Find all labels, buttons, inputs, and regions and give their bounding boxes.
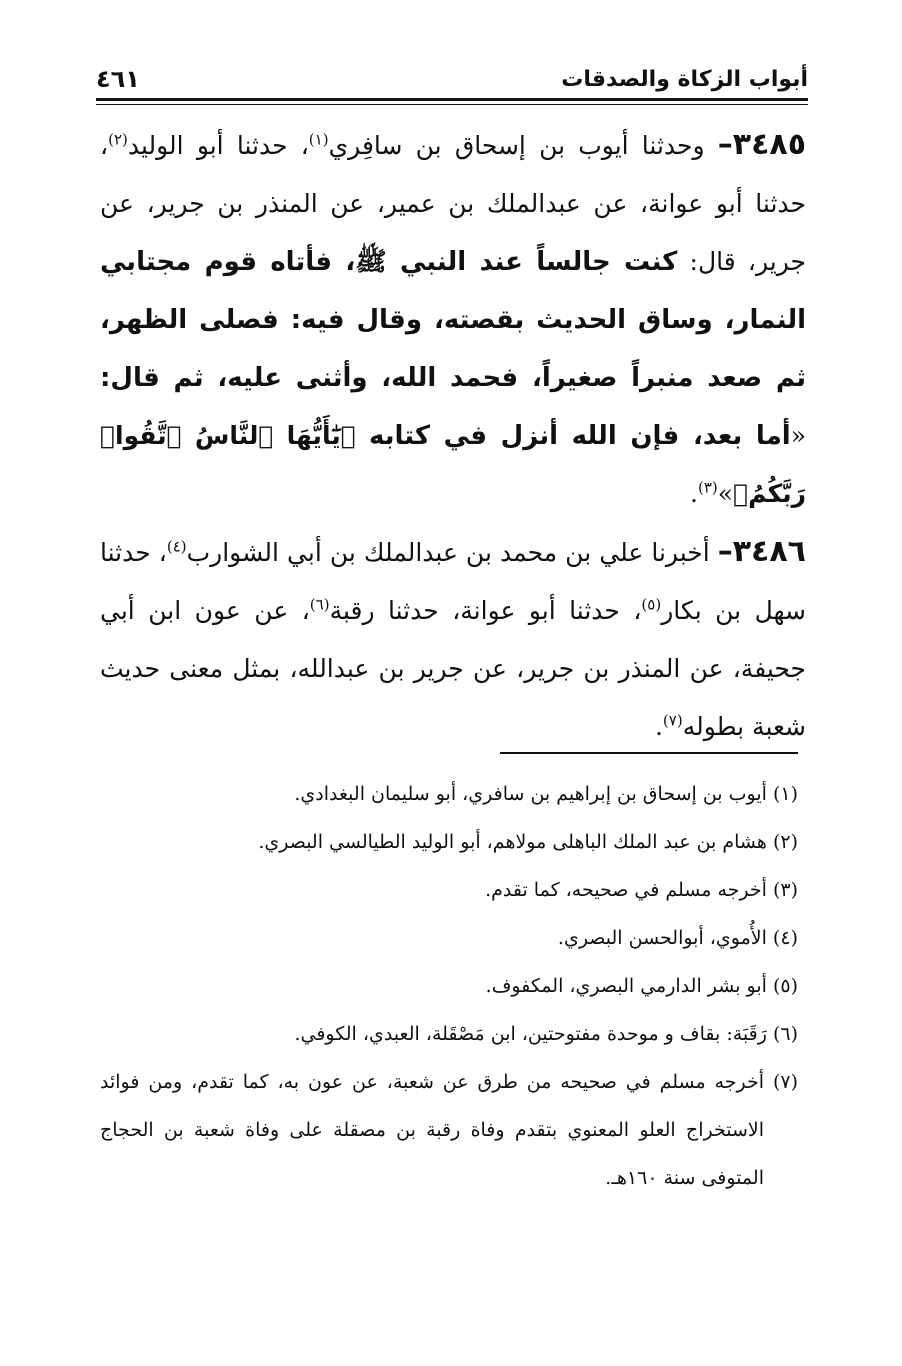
footnote-ref: (٥)	[641, 595, 662, 614]
hadith-text: أخبرنا علي بن محمد بن عبدالملك بن أبي الشوارب	[186, 538, 718, 567]
footnote-7: (٧) أخرجه مسلم في صحيحه من طرق عن شعبة، عن عون به، كما تقدم، ومن فوائد الاستخراج العلو المعنوي بتقدم وفاة رقبة بن مصقلة على وفاة شعبة بن الحجاج المتوفى سنة ١٦٠هـ.	[100, 1071, 798, 1189]
hadith-3486	[100, 523, 806, 756]
footnote-5: (٥) أبو بشر الدارمي البصري، المكفوف.	[485, 975, 798, 997]
footnote-ref: (١)	[308, 130, 329, 149]
hadith-text: ، حدثنا أبو الوليد	[127, 131, 309, 160]
hadith-matn: كنت جالساً عند النبي ﷺ، فأتاه قوم مجتابي النمار، وساق الحديث بقصته، وقال فيه: فصلى الظهر، ثم صعد منبراً صغيراً، فحمد الله، وأثنى عليه، ثم قال:	[100, 247, 806, 393]
hadith-3485	[100, 116, 806, 523]
footnotes	[100, 770, 798, 1202]
footnote-ref: (٦)	[309, 595, 330, 614]
hadith-text: ، حدثنا أبو عوانة، عن عبدالملك بن عمير، عن المنذر بن جرير، عن جرير، قال:	[100, 131, 806, 276]
quote-mark: «	[790, 421, 806, 450]
hadith-text: ، حدثنا سهل بن بكار	[100, 538, 807, 625]
hadith-text: .	[690, 479, 698, 508]
footnote-separator	[500, 752, 798, 754]
hadith-text: .	[654, 712, 663, 741]
header-title: أبواب الزكاة والصدقات	[561, 66, 808, 92]
footnote-1: (١) أيوب بن إسحاق بن إبراهيم بن سافري، أبو سليمان البغدادي.	[294, 783, 798, 805]
header-rule-thick	[96, 98, 808, 101]
footnote-2: (٢) هشام بن عبد الملك الباهلى مولاهم، أبو الوليد الطيالسي البصري.	[258, 831, 798, 853]
footnote-ref: (٤)	[166, 537, 187, 556]
hadith-number: ٣٤٨٦–	[717, 534, 806, 569]
footnote-ref: (٧)	[662, 711, 683, 730]
header-rule-thin	[96, 104, 808, 105]
hadith-text: ، عن عون ابن أبي جحيفة، عن المنذر بن جرير، عن جرير بن عبدالله، بمثل معنى حديث شعبة بطوله	[100, 596, 806, 741]
footnote-3: (٣) أخرجه مسلم في صحيحه، كما تقدم.	[485, 879, 798, 901]
footnote-6: (٦) رَقَبَة: بقاف و موحدة مفتوحتين، ابن مَصْقَلة، العبدي، الكوفي.	[294, 1023, 798, 1045]
footnote-ref: (٢)	[108, 130, 128, 149]
hadith-matn: أما بعد، فإن الله أنزل في كتابه	[369, 421, 791, 451]
footnote-4: (٤) الأُموي، أبوالحسن البصري.	[557, 927, 798, 949]
running-header	[96, 58, 808, 100]
hadith-number: ٣٤٨٥–	[717, 127, 807, 162]
footnote-ref: (٣)	[697, 478, 718, 497]
page-number: ٤٦١	[96, 65, 140, 93]
hadith-text: ، حدثنا أبو عوانة، حدثنا رقبة	[329, 596, 642, 625]
main-text	[100, 116, 806, 756]
hadith-text: وحدثنا أيوب بن إسحاق بن سافِري	[328, 131, 718, 160]
quran-verse: ﴿يَٰٓأَيُّهَا ٱلنَّاسُ ٱتَّقُوا۟ رَبَّكُمُ﴾	[100, 421, 806, 508]
quote-mark: »	[717, 479, 734, 508]
